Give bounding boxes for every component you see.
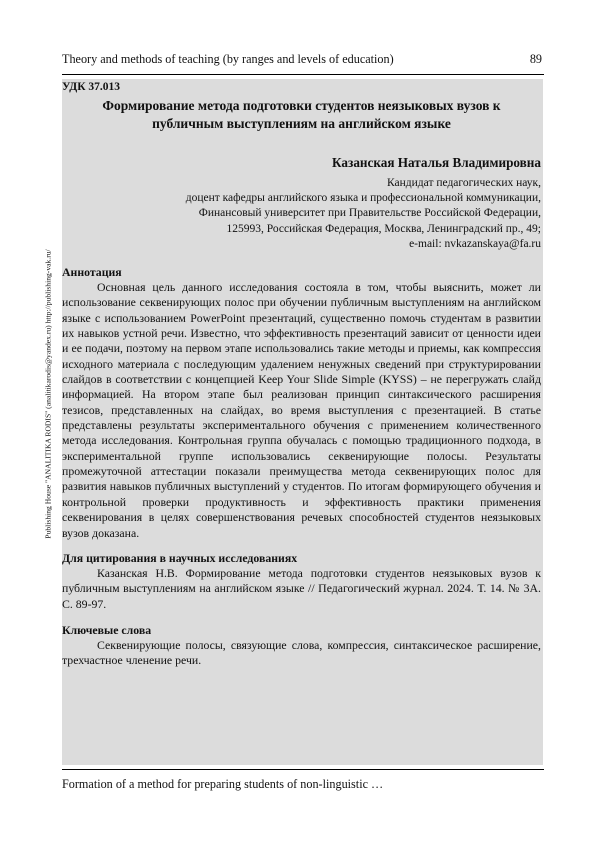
- abstract-heading: Аннотация: [62, 265, 122, 280]
- abstract-text: Основная цель данного исследования состояла в том, чтобы выяснить, может ли использование секвенирующих полос при обучении публичным выступлениям на английском языке с использованием PowerPoint презентаций, существенно помочь студентам в развитии их навыков устной речи. Известно, что эффективность презентаций зависит от ценности идеи и ее подачи, поэтому на первом этапе использовались такие методы и приемы, как компрессия исходного материала с последующим удалением ненужных сведений при структурировании слайдов в соответствии с концепцией Keep Your Slide Simple (KYSS) – не перегружать слайд информацией. На втором этапе был реализован принцип синтаксического расширения тезисов, представленных на слайдах, во время выступления с презентацией. В статье представлены результаты экспериментального обучения с применением количественного метода исследования. Контрольная группа обучалась с помощью традиционного подхода, в экспериментальной группе использовались секвенирующие полосы. Результаты промежуточной аттестации показали преимущества метода секвенирующих полос для развития навыков публичных выступлений у студентов. По итогам формирующего обучения и контрольной проверки продуктивность и эффективность практики применения секвенирования в целях совершенствования речевых способностей студентов неязыковых вузов доказана.: [62, 280, 541, 540]
- article-title: Формирование метода подготовки студентов неязыковых вузов к публичным выступлениям на английском языке: [102, 98, 501, 131]
- citation-text: Казанская Н.В. Формирование метода подготовки студентов неязыковых вузов к публичным выступлениям на английском языке // Педагогический журнал. 2024. Т. 14. № 3А. С. 89-97.: [62, 565, 541, 611]
- article-body: [62, 80, 541, 669]
- author-affiliation: [62, 176, 541, 252]
- affiliation-position: доцент кафедры английского языка и профессиональной коммуникации,: [185, 192, 541, 205]
- keywords-text: Секвенирующие полосы, связующие слова, компрессия, синтаксическое расширение, трехчастное членение речи.: [62, 637, 541, 668]
- side-publisher-note-text: Publishing House "ANALITIKA RODIS" (analitikarodis@yandex.ru) http://publishing-vak.ru/: [43, 249, 53, 539]
- author-name: Казанская Наталья Владимировна: [332, 155, 541, 170]
- footer-rule: [62, 769, 544, 770]
- page-number: 89: [529, 52, 542, 66]
- udk-code: УДК 37.013: [62, 81, 121, 93]
- affiliation-organization: Финансовый университет при Правительстве Российской Федерации,: [198, 207, 541, 220]
- header-rule: [62, 74, 544, 75]
- affiliation-degree: Кандидат педагогических наук,: [387, 177, 541, 189]
- affiliation-email: e-mail: nvkazanskaya@fa.ru: [409, 237, 541, 250]
- page-footer: Formation of a method for preparing students of non-linguistic …: [62, 777, 384, 791]
- page-header: [62, 51, 542, 67]
- keywords-heading: Ключевые слова: [62, 622, 152, 637]
- affiliation-address: 125993, Российская Федерация, Москва, Ленинградский пр., 49;: [226, 222, 541, 235]
- running-title: Theory and methods of teaching (by ranges and levels of education): [62, 52, 394, 66]
- citation-heading: Для цитирования в научных исследованиях: [62, 550, 298, 565]
